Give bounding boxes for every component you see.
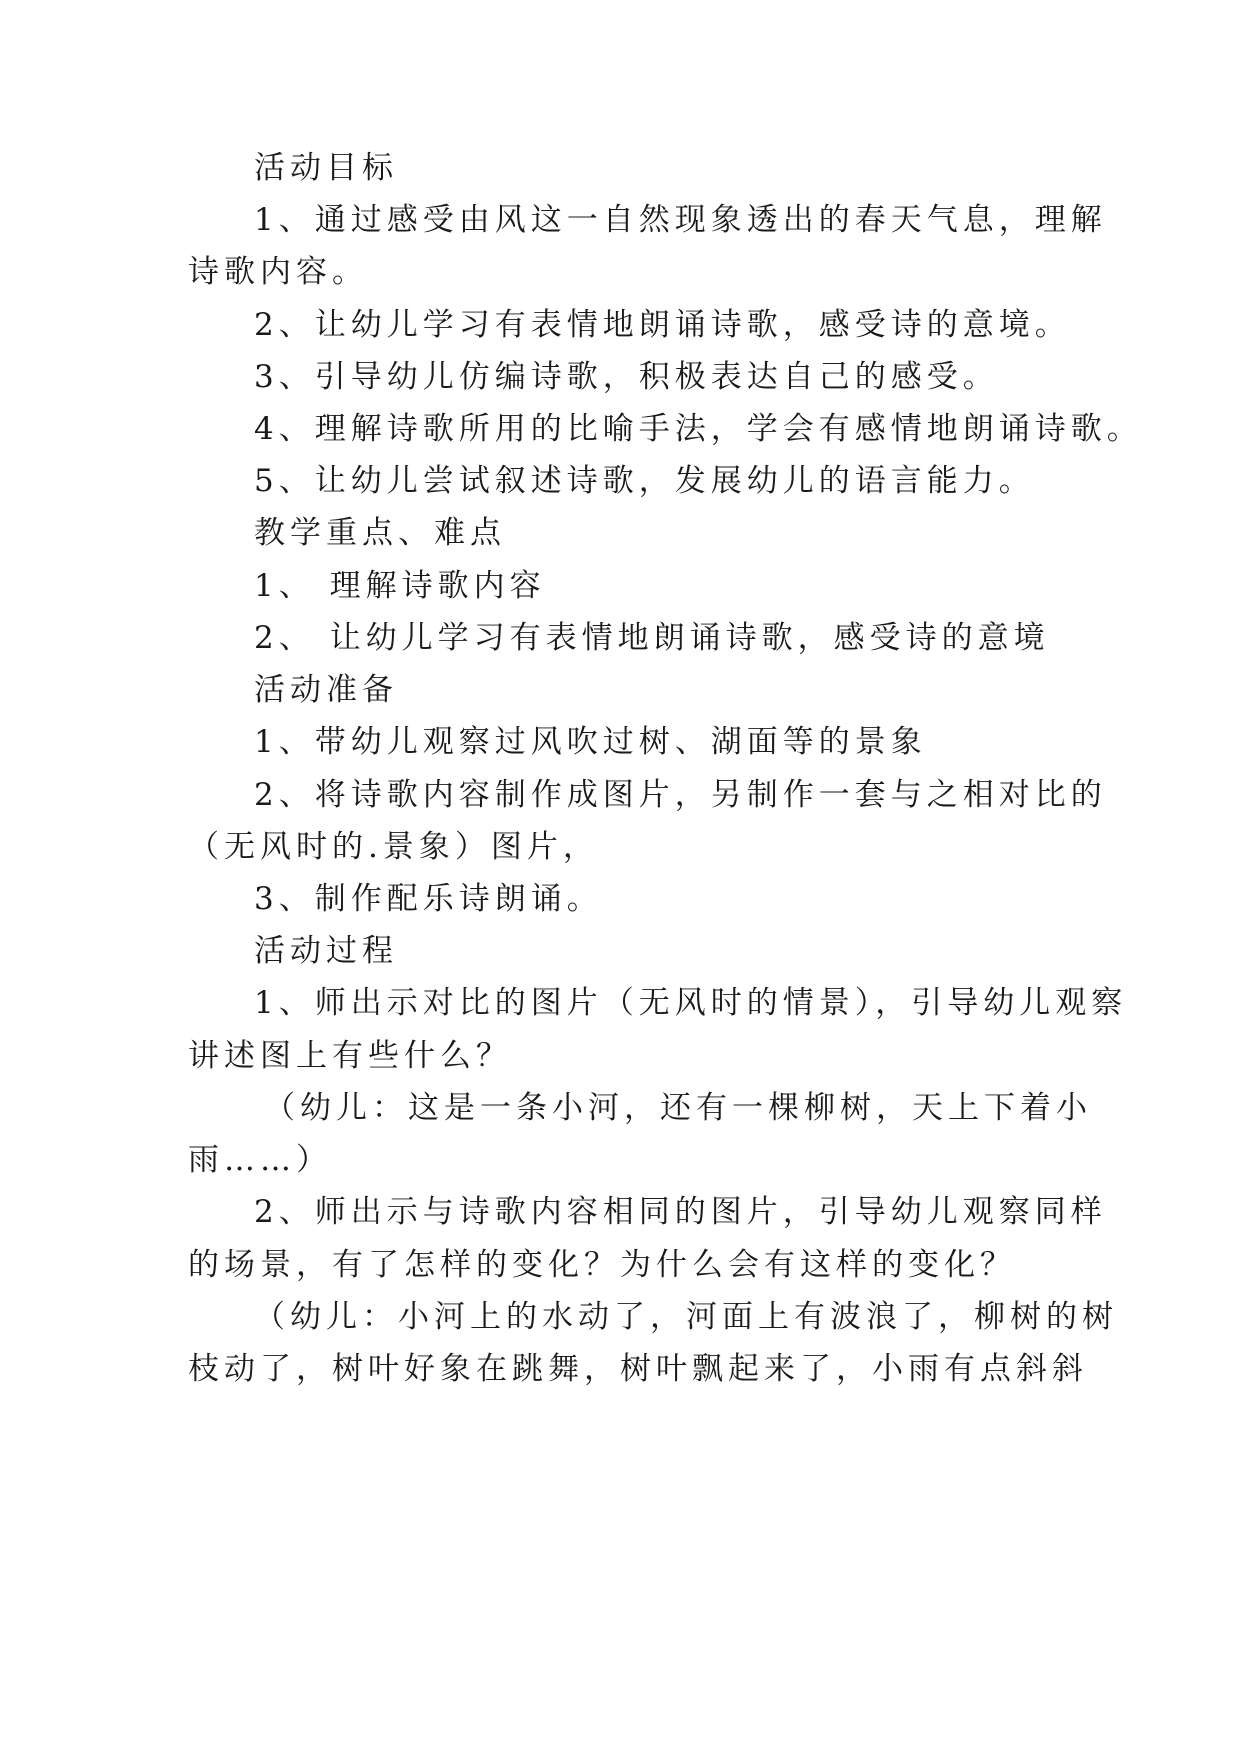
prep-1: 1、带幼儿观察过风吹过树、湖面等的景象 xyxy=(254,724,927,760)
goal-2: 2、让幼儿学习有表情地朗诵诗歌，感受诗的意境。 xyxy=(254,307,1071,343)
heading-key-points: 教学重点、难点 xyxy=(254,515,506,551)
child-answer-2-line-1: （幼儿：小河上的水动了，河面上有波浪了，柳树的树 xyxy=(254,1299,1118,1335)
prep-2-line-1: 2、将诗歌内容制作成图片，另制作一套与之相对比的 xyxy=(254,777,1107,813)
process-1-line-2: 讲述图上有些什么？ xyxy=(188,1038,512,1074)
heading-preparation: 活动准备 xyxy=(254,672,398,708)
key-point-1: 1、 理解诗歌内容 xyxy=(254,568,546,604)
child-answer-2-line-2: 枝动了，树叶好象在跳舞，树叶飘起来了，小雨有点斜斜 xyxy=(188,1351,1088,1387)
heading-process: 活动过程 xyxy=(254,933,398,969)
goal-1-line-1: 1、通过感受由风这一自然现象透出的春天气息，理解 xyxy=(254,202,1107,238)
goal-5: 5、让幼儿尝试叙述诗歌，发展幼儿的语言能力。 xyxy=(254,463,1035,499)
prep-2-line-2: （无风时的.景象）图片， xyxy=(188,829,599,865)
heading-activity-goals: 活动目标 xyxy=(254,150,398,186)
process-2-line-1: 2、师出示与诗歌内容相同的图片，引导幼儿观察同样 xyxy=(254,1194,1107,1230)
key-point-2: 2、 让幼儿学习有表情地朗诵诗歌，感受诗的意境 xyxy=(254,620,1050,656)
goal-1-line-2: 诗歌内容。 xyxy=(188,254,368,290)
goal-4: 4、理解诗歌所用的比喻手法，学会有感情地朗诵诗歌。 xyxy=(254,411,1143,447)
child-answer-1-line-2: 雨……） xyxy=(188,1142,332,1178)
goal-3: 3、引导幼儿仿编诗歌，积极表达自己的感受。 xyxy=(254,359,999,395)
process-1-line-1: 1、师出示对比的图片（无风时的情景），引导幼儿观察 xyxy=(254,985,1128,1021)
process-2-line-2: 的场景，有了怎样的变化？为什么会有这样的变化？ xyxy=(188,1247,1016,1283)
prep-3: 3、制作配乐诗朗诵。 xyxy=(254,881,603,917)
child-answer-1-line-1: （幼儿：这是一条小河，还有一棵柳树，天上下着小 xyxy=(264,1090,1092,1126)
